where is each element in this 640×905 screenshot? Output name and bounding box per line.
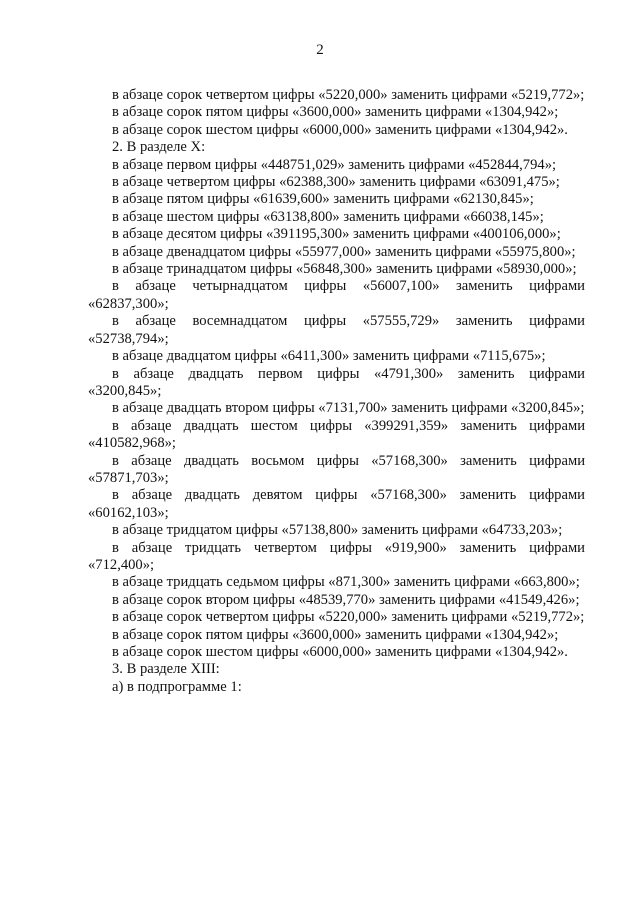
paragraph-5: в абзаце первом цифры «448751,029» заменить цифрами «452844,794»; xyxy=(112,156,557,173)
paragraph-22: в абзаце тридцать седьмом цифры «871,300» заменить цифрами «663,800»; xyxy=(112,574,580,591)
paragraph-23: в абзаце сорок втором цифры «48539,770» заменить цифрами «41549,426»; xyxy=(112,591,580,608)
section-heading-10: 2. В разделе X: xyxy=(112,139,206,156)
paragraph-8: в абзаце шестом цифры «63138,800» заменить цифрами «66038,145»; xyxy=(112,208,544,225)
paragraph-15: в абзаце двадцать первом цифры «4791,300» заменить цифрами «3200,845»; xyxy=(88,365,585,399)
paragraph-13: в абзаце восемнадцатом цифры «57555,729» заменить цифрами «52738,794»; xyxy=(88,313,585,347)
section-heading-13: 3. В разделе XIII: xyxy=(112,661,220,678)
paragraph-17: в абзаце двадцать шестом цифры «399291,359» заменить цифрами «410582,968»; xyxy=(88,417,585,452)
subprogram-heading-1: а) в подпрограмме 1: xyxy=(112,678,242,695)
paragraph-26: в абзаце сорок шестом цифры «6000,000» заменить цифрами «1304,942». xyxy=(112,644,568,660)
paragraph-10: в абзаце двенадцатом цифры «55977,000» заменить цифрами «55975,800»; xyxy=(112,243,576,260)
paragraph-7: в абзаце пятом цифры «61639,600» заменить цифрами «62130,845»; xyxy=(112,191,534,208)
paragraph-1: в абзаце сорок четвертом цифры «5220,000» заменить цифрами «5219,772»; xyxy=(112,87,585,103)
paragraph-6: в абзаце четвертом цифры «62388,300» заменить цифрами «63091,475»; xyxy=(112,174,560,191)
paragraph-14: в абзаце двадцатом цифры «6411,300» заменить цифрами «7115,675»; xyxy=(112,348,546,365)
paragraph-20: в абзаце тридцатом цифры «57138,800» заменить цифрами «64733,203»; xyxy=(112,522,563,539)
page-number: 2 xyxy=(316,42,324,58)
paragraph-9: в абзаце десятом цифры «391195,300» заменить цифрами «400106,000»; xyxy=(112,226,561,243)
paragraph-21: в абзаце тридцать четвертом цифры «919,900» заменить цифрами «712,400»; xyxy=(88,539,585,573)
paragraph-25: в абзаце сорок пятом цифры «3600,000» заменить цифрами «1304,942»; xyxy=(112,626,559,643)
document-body xyxy=(88,87,585,696)
paragraph-24: в абзаце сорок четвертом цифры «5220,000» заменить цифрами «5219,772»; xyxy=(112,609,585,626)
paragraph-19: в абзаце двадцать девятом цифры «57168,300» заменить цифрами «60162,103»; xyxy=(88,487,585,521)
paragraph-12: в абзаце четырнадцатом цифры «56007,100» заменить цифрами «62837,300»; xyxy=(88,278,585,312)
paragraph-11: в абзаце тринадцатом цифры «56848,300» заменить цифрами «58930,000»; xyxy=(112,261,577,278)
paragraph-3: в абзаце сорок шестом цифры «6000,000» заменить цифрами «1304,942». xyxy=(112,121,568,138)
paragraph-16: в абзаце двадцать втором цифры «7131,700» заменить цифрами «3200,845»; xyxy=(112,400,585,417)
paragraph-18: в абзаце двадцать восьмом цифры «57168,300» заменить цифрами «57871,703»; xyxy=(88,452,585,486)
paragraph-2: в абзаце сорок пятом цифры «3600,000» заменить цифрами «1304,942»; xyxy=(112,104,559,121)
